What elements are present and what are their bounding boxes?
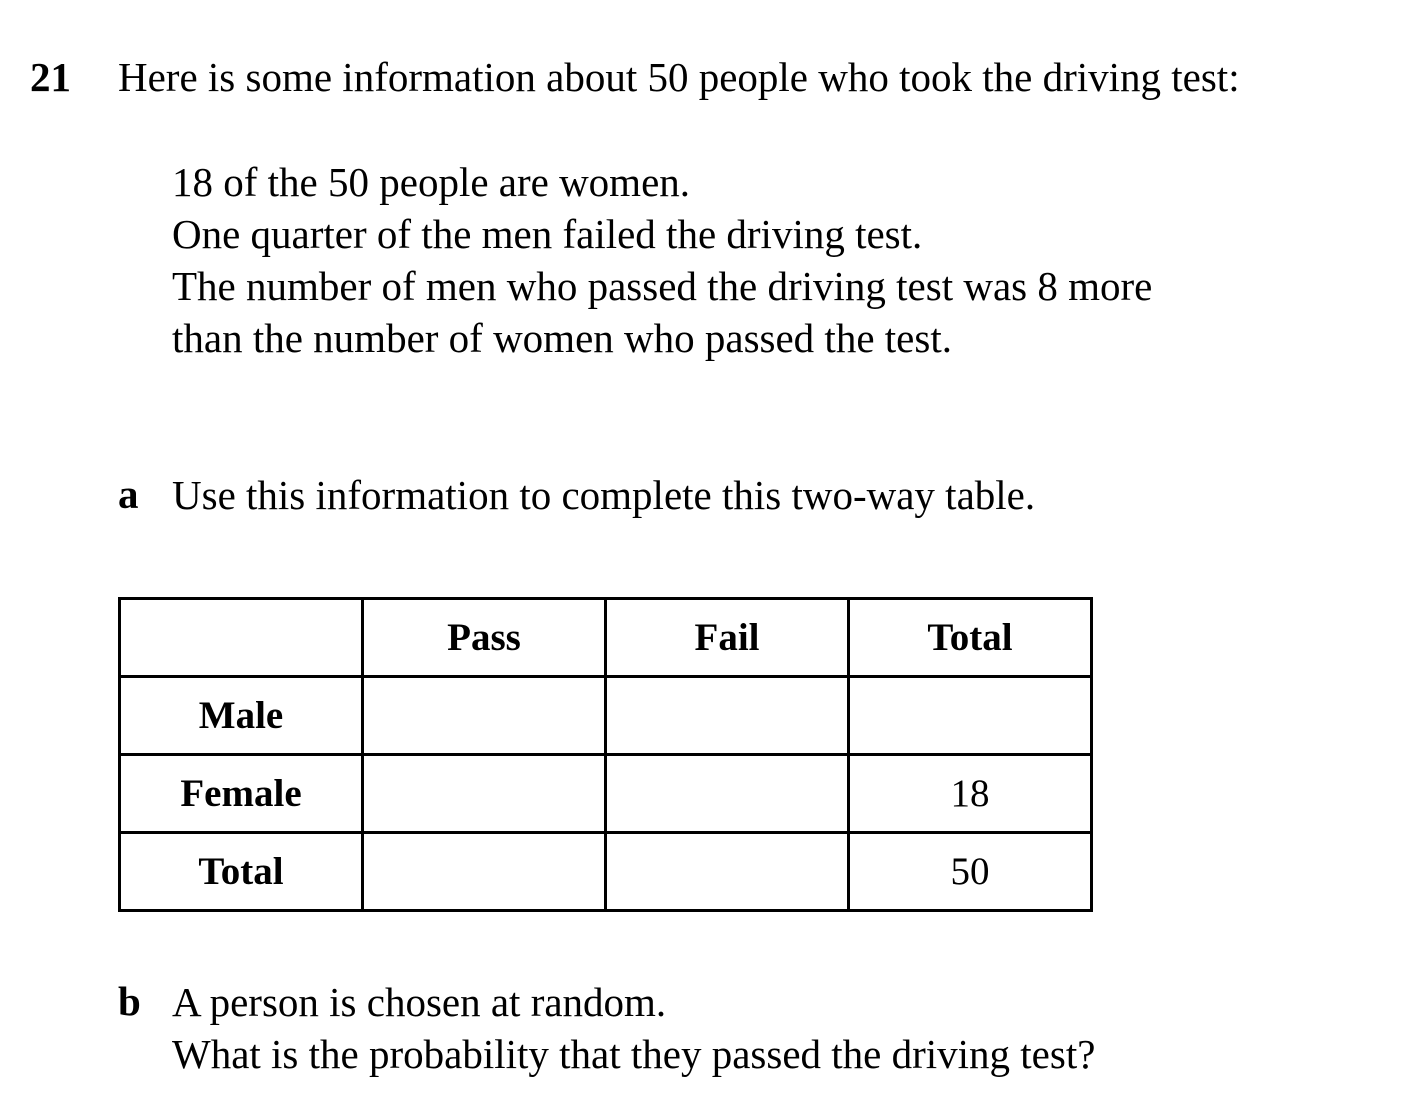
info-line: 18 of the 50 people are women. bbox=[172, 159, 691, 205]
column-header-total: Total bbox=[849, 599, 1092, 677]
table-row-male bbox=[120, 677, 1092, 755]
column-header-pass: Pass bbox=[363, 599, 606, 677]
column-header-fail: Fail bbox=[606, 599, 849, 677]
table-corner-cell bbox=[120, 599, 363, 677]
row-header-total: Total bbox=[120, 833, 363, 911]
part-b-line: What is the probability that they passed the driving test? bbox=[172, 1031, 1096, 1077]
table-row-total bbox=[120, 833, 1092, 911]
cell-male-fail[interactable] bbox=[606, 677, 849, 755]
table-header-row bbox=[120, 599, 1092, 677]
cell-total-total: 50 bbox=[849, 833, 1092, 911]
information-block bbox=[172, 156, 1152, 364]
part-b-text bbox=[172, 976, 1095, 1080]
cell-female-fail[interactable] bbox=[606, 755, 849, 833]
table-row-female bbox=[120, 755, 1092, 833]
part-b-label: b bbox=[118, 978, 141, 1024]
question-number: 21 bbox=[30, 54, 71, 100]
row-header-male: Male bbox=[120, 677, 363, 755]
cell-total-pass[interactable] bbox=[363, 833, 606, 911]
info-line: than the number of women who passed the test. bbox=[172, 315, 952, 361]
cell-male-pass[interactable] bbox=[363, 677, 606, 755]
cell-total-fail[interactable] bbox=[606, 833, 849, 911]
part-a-label: a bbox=[118, 471, 139, 517]
two-way-table bbox=[118, 597, 1093, 912]
part-a-text: Use this information to complete this two-way table. bbox=[172, 472, 1036, 518]
row-header-female: Female bbox=[120, 755, 363, 833]
cell-male-total[interactable] bbox=[849, 677, 1092, 755]
info-line: One quarter of the men failed the driving test. bbox=[172, 211, 923, 257]
info-line: The number of men who passed the driving test was 8 more bbox=[172, 263, 1153, 309]
cell-female-total: 18 bbox=[849, 755, 1092, 833]
question-intro: Here is some information about 50 people who took the driving test: bbox=[118, 54, 1240, 100]
part-b-line: A person is chosen at random. bbox=[172, 979, 667, 1025]
cell-female-pass[interactable] bbox=[363, 755, 606, 833]
